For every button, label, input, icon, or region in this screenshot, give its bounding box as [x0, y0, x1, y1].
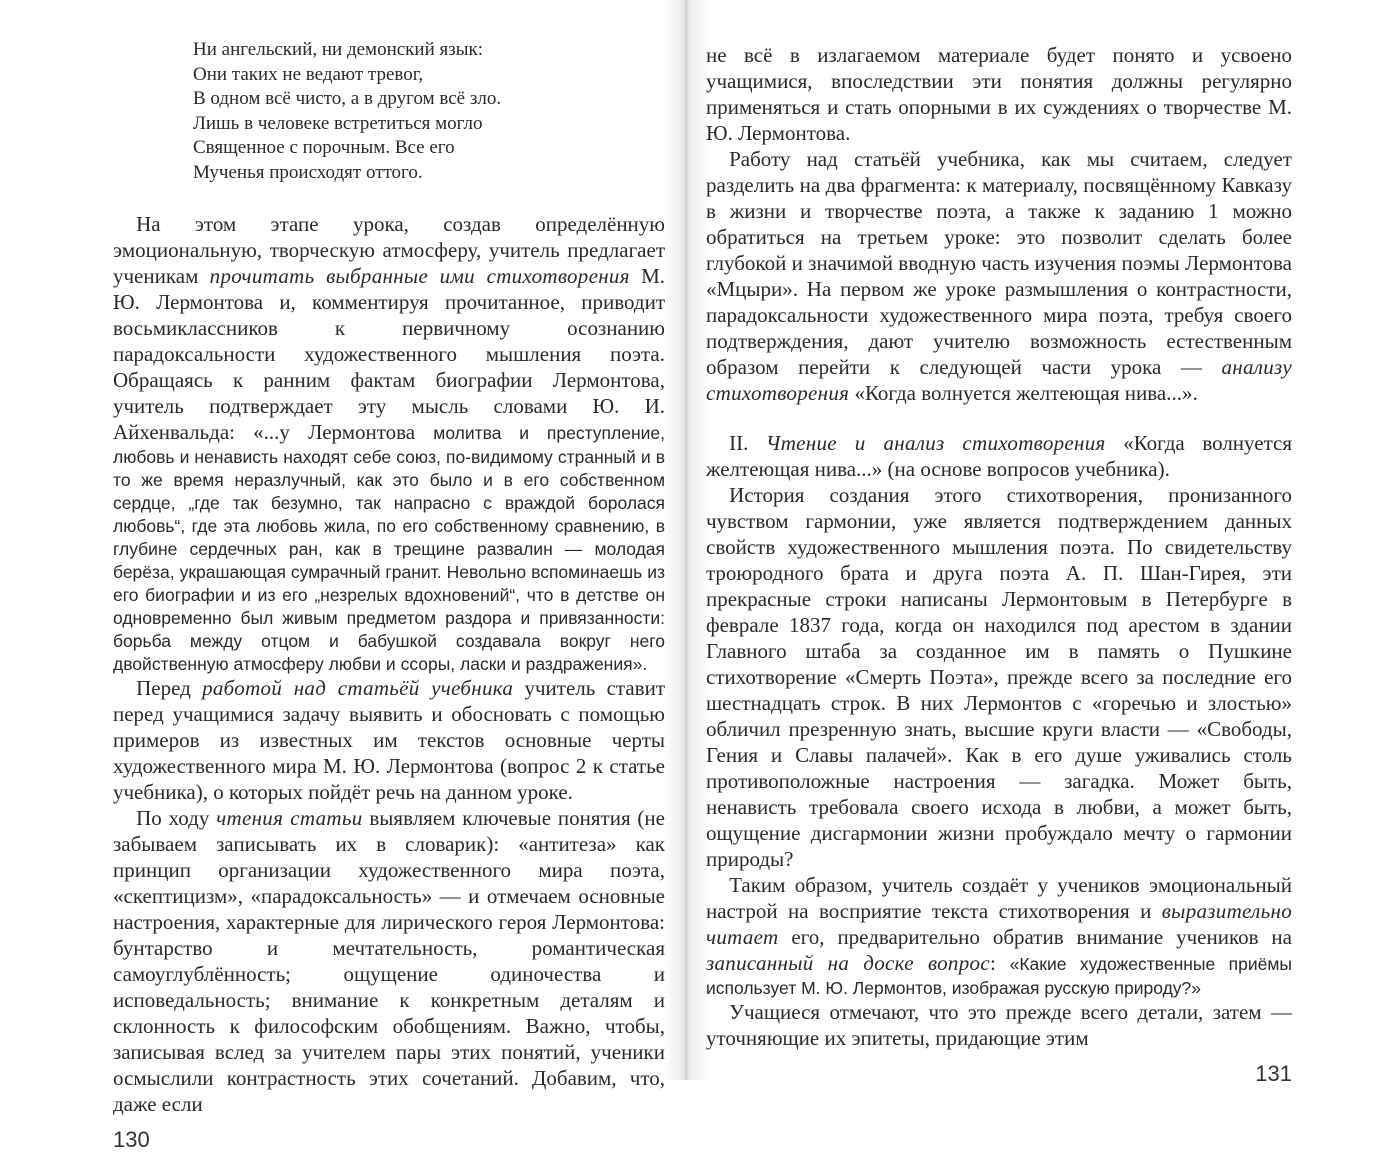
paragraph [113, 675, 665, 805]
text-segment: На этом этапе урока, создав определённую эмоциональную, творческую атмосферу, учитель предлагает ученикам [113, 212, 665, 288]
text-segment: выявляем ключевые понятия (не забываем записывать их в словарик): «антитеза» как принцип организации художественного мира поэта, «скептицизм», «парадоксальность» — и отмечаем основные настроения, характерные для лирического героя Лермонтова: бунтарство и мечтательность, романтическая самоуглублённость; ощущение одиночества и исповедальность; внимание к конкретным деталям и склонность к философским обобщениям. Важно, чтобы, записывая вслед за учителем пары этих понятий, ученики осмыслили контрастность этих сочетаний. Добавим, что, даже если [113, 806, 665, 1116]
paragraph [706, 482, 1292, 872]
text-segment: не всё в излагаемом материале будет понято и усвоено учащимися, впоследствии эти понятия должны регулярно применяться и стать опорными в их суждениях о творчестве М. Ю. Лермонтова. [706, 43, 1292, 145]
poem-line: В одном всё чисто, а в другом всё зло. [193, 88, 502, 109]
page-number: 130 [113, 1127, 150, 1152]
poem-line: Лишь в человеке встретиться могло [193, 112, 483, 134]
text-segment: «Когда волнуется желтеющая нива...». [849, 381, 1198, 405]
left-page [113, 0, 665, 1171]
left-page-body [113, 211, 665, 1117]
quoted-text: молитва и преступление, любовь и ненависть находят себе союз, по-видимому странный и в то же время неразлучный, как это было и в его собственном сердце, „где так безумно, так напрасно с враждой боролася любовь“, где эта любовь жила, по его собственному сравнению, в глубине сердечных ран, как в трещине развалин — молодая берёза, украшающая сумрачный гранит. Невольно вспоминаешь из его биографии и из его „незрелых вдохновений“, что в детстве он одновременно был живым предметом раздора и привязанности: борьба между отцом и бабушкой создавала вокруг него двойственную атмосферу любви и ссоры, ласки и раздражения». [113, 423, 665, 674]
quoted-text: «Какие художественные приёмы использует М. Ю. Лермонтов, изображая русскую природу?» [706, 954, 1292, 998]
paragraph [706, 999, 1292, 1051]
right-page-body [706, 42, 1292, 1051]
text-segment: История создания этого стихотворения, пронизанного чувством гармонии, уже является подтверждением данных свойств художественного мышления поэта. По свидетельству троюродного брата и друга поэта А. П. Шан-Гирея, эти прекрасные строки написаны Лермонтовым в Петербурге в феврале 1837 года, когда он находился под арестом в здании Главного штаба за созданное им в память о Пушкине стихотворение «Смерть Поэта», прежде всего за последние его шестнадцать строк. В них Лермонтов с «горечью и злостью» обличил презренную знать, высшие круги власти — «Свободы, Гения и Славы палачей». Как в его душе уживались столь противоположные настроения — загадка. Может быть, ненависть требовала своего исхода в любви, а может быть, ощущение дисгармонии жизни пробуждало мечту о гармонии природы? [706, 483, 1292, 871]
poem-line: Священное с порочным. Все его [193, 137, 455, 158]
text-segment: Учащиеся отмечают, что это прежде всего детали, затем — уточняющие их эпитеты, придающие этим [706, 1000, 1292, 1050]
text-segment: По ходу [136, 806, 217, 830]
text-segment: II. [729, 431, 766, 455]
text-segment: «Когда волнуется желтеющая нива...» (на основе вопросов учебника). [706, 431, 1292, 481]
poem-excerpt [193, 38, 665, 185]
paragraph [113, 805, 665, 1117]
book-gutter [664, 0, 708, 1080]
page-number: 131 [1255, 1061, 1292, 1086]
text-segment: его, предварительно обратив внимание учеников на [778, 925, 1292, 949]
emphasized-text: работой над статьёй учебника [202, 676, 514, 700]
text-segment: Работу над статьёй учебника, как мы считаем, следует разделить на два фрагмента: к материалу, посвящённому Кавказу в жизни и творчестве поэта, а также к заданию 1 можно обратиться на третьем уроке: это позволит сделать более глубокой и значимой вводную часть изучения поэмы Лермонтова «Мцыри». На первом же уроке размышления о контрастности, парадоксальности художественного мира поэта, требуя своего подтверждения, дают учителю возможность естественным образом перейти к следующей части урока — [706, 147, 1292, 379]
poem-line: Ни ангельский, ни демонский язык: [193, 39, 484, 60]
paragraph [113, 211, 665, 675]
text-segment: Таким образом, учитель создаёт у учеников эмоциональный настрой на восприятие текста стихотворения и [706, 873, 1292, 923]
text-segment: : [989, 951, 1010, 975]
emphasized-text: прочитать выбранные ими стихотворения [209, 264, 630, 288]
paragraph [706, 872, 1292, 999]
emphasized-text: выразительно читает [706, 899, 1292, 949]
paragraph [706, 430, 1292, 482]
text-segment: учитель ставит перед учащимися задачу выявить и обосновать с помощью примеров из известных им текстов основные черты художественного мира М. Ю. Лермонтова (вопрос 2 к статье учебника), о которых пойдёт речь на данном уроке. [113, 676, 666, 804]
emphasized-text: Чтение и анализ стихотворения [765, 431, 1106, 455]
emphasized-text: чтения статьи [216, 806, 363, 830]
text-segment: М. Ю. Лермонтова и, комментируя прочитанное, приводит восьмиклассников к первичному осознанию парадоксальности художественного мышления поэта. Обращаясь к ранним фактам биографии Лермонтова, учитель подтверждает эту мысль словами Ю. И. Айхенвальда: «...у Лермонтова [113, 264, 666, 444]
paragraph [706, 42, 1292, 146]
paragraph [706, 146, 1292, 406]
right-page [706, 0, 1292, 1105]
text-segment: Перед [136, 676, 203, 700]
emphasized-text: записанный на доске вопрос [706, 951, 990, 975]
poem-line: Мученья происходят оттого. [193, 161, 423, 183]
poem-line: Они таких не ведают тревог, [193, 63, 424, 85]
emphasized-text: анализу стихотворения [706, 355, 1292, 405]
